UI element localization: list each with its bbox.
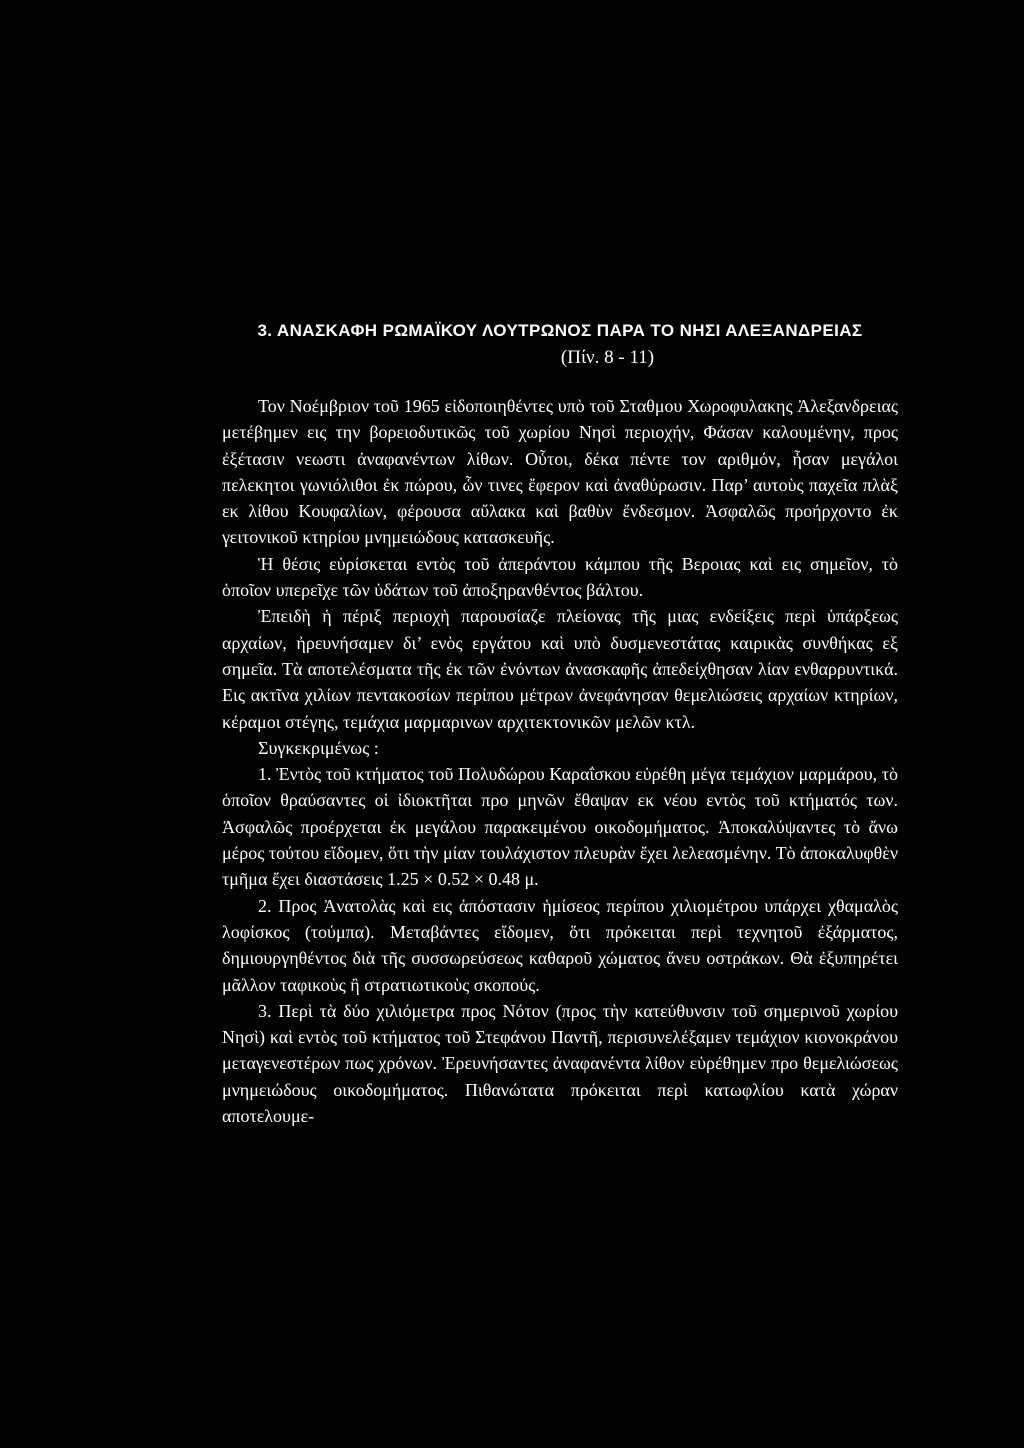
paragraph-item-2: 2. Προς Ἀνατολὰς καὶ εις ἀπόστασιν ἡμίσεος περίπου χιλιομέτρου υπάρχει χθαμαλὸς λοφίσκος (τούμπα). Μεταβάντες εἴδομεν, ὅτι πρόκειται περὶ τεχνητοῦ ἐξάρματος, δημιουργηθέντος διὰ τῆς συσσωρεύσεως καθαροῦ χώματος ἄνευ οστράκων. Θὰ ἐξυπηρέτει μᾶλλον ταφικοὺς ἢ στρατιωτικοὺς σκοπούς. <box>222 895 898 995</box>
document-page <box>222 318 898 1129</box>
paragraph-specifically: Συγκεκριμένως : <box>258 737 379 758</box>
section-title: 3. ΑΝΑΣΚΑΦΗ ΡΩΜΑΪΚΟΥ ΛΟΥΤΡΩΝΟΣ ΠΑΡΑ ΤΟ ΝΗΣΙ ΑΛΕΞΑΝΔΡΕΙΑΣ <box>257 321 863 340</box>
paragraph-location: Ἡ θέσις εὑρίσκεται εντὸς τοῦ ἀπεράντου κάμπου τῆς Βεροιας καὶ εις σημεῖον, τὸ ὁποῖον υπερεῖχε τῶν ὑδάτων τοῦ ἀποξηρανθέντος βάλτου. <box>222 553 898 601</box>
paragraph-excavation: Ἐπειδὴ ἡ πέριξ περιοχὴ παρουσίαζε πλείονας τῆς μιας ενδείξεις περὶ ὑπάρξεως αρχαίων, ἠρευνήσαμεν δι’ ενὸς εργάτου καὶ υπὸ δυσμενεστάτας καιρικὰς συνθήκας εξ σημεῖα. Τὰ αποτελέσματα τῆς ἐκ τῶν ἐνόντων ἀνασκαφῆς ἀπεδείχθησαν λίαν ενθαρρυντικά. Εις ακτῖνα χιλίων πεντακοσίων περίπου μέτρων ἀνεφάνησαν θεμελιώσεις αρχαίων κτηρίων, κέραμοι στέγης, τεμάχια μαρμαρινων αρχιτεκτονικῶν μελῶν κτλ. <box>222 606 898 732</box>
paragraph-intro: Τον Νοέμβριον τοῦ 1965 εἰδοποιηθέντες υπὸ τοῦ Σταθμου Χωροφυλακης Ἀλεξανδρειας μετέβημεν εις την βορειοδυτικῶς τοῦ χωρίου Νησὶ περιοχήν, Φάσαν καλουμένην, προς ἐξέτασιν νεωστι ἀναφανέντων λίθων. Οὗτοι, δέκα πέντε τον αριθμόν, ἦσαν μεγάλοι πελεκητοι γωνιόλιθοι ἐκ πώρου, ὧν τινες ἔφερον καὶ ἀναθύρωσιν. Παρ’ αυτοὺς παχεῖα πλὰξ εκ λίθου Κουφαλίων, φέρουσα αὔλακα καὶ βαθὺν ἔνδεσμον. Ἀσφαλῶς προήρχοντο ἐκ γειτονικοῦ κτηρίου μνημειώδους κατασκευῆς. <box>222 396 898 548</box>
plates-reference: (Πίν. 8 - 11) <box>560 347 655 368</box>
paragraph-item-3: 3. Περὶ τὰ δύο χιλιόμετρα προς Νότον (προς τὴν κατεύθυνσιν τοῦ σημερινοῦ χωρίου Νησὶ) καὶ εντὸς τοῦ κτήματος τοῦ Στεφάνου Παντῆ, περισυνελέξαμεν τεμάχιον κιονοκράνου μεταγενεστέρων πως χρόνων. Ἐρευνήσαντες ἀναφανέντα λίθον εὑρέθημεν προ θεμελιώσεως μνημειώδους οικοδομήματος. Πιθανώτατα πρόκειται περὶ κατωφλίου κατὰ χώραν αποτελουμε- <box>222 1000 898 1127</box>
paragraph-item-1: 1. Ἐντὸς τοῦ κτήματος τοῦ Πολυδώρου Καραΐσκου εὑρέθη μέγα τεμάχιον μαρμάρου, τὸ ὁποῖον θραύσαντες οἱ ἰδιοκτῆται προ μηνῶν ἔθαψαν εκ νέου εντὸς τοῦ κτήματός των. Ἀσφαλῶς προέρχεται ἐκ μεγάλου παρακειμένου οικοδομήματος. Ἀποκαλύψαντες τὸ ἄνω μέρος τούτου εἴδομεν, ὅτι τὴν μίαν τουλάχιστον πλευρὰν ἔχει λελεασμένην. Τὸ ἀποκαλυφθὲν τμῆμα ἔχει διαστάσεις 1.25 × 0.52 × 0.48 μ. <box>222 764 898 890</box>
